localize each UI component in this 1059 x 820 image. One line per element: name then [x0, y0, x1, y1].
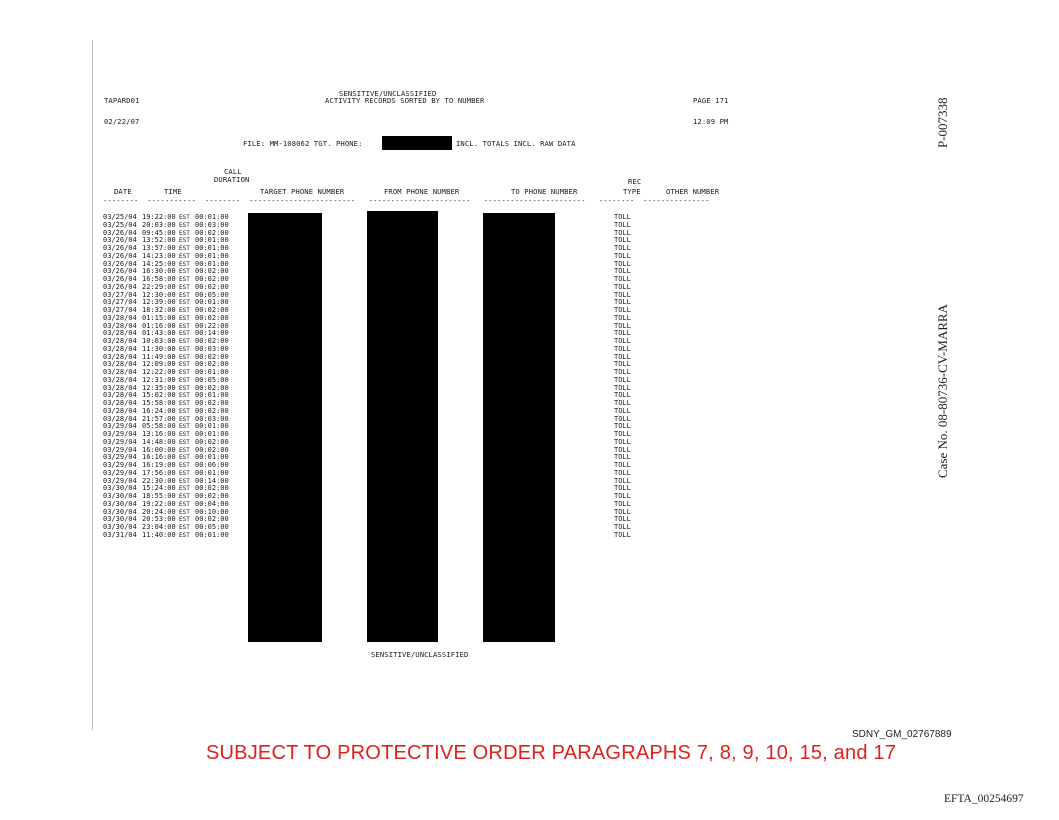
cell-duration: 00:02:00: [195, 484, 229, 493]
cell-timezone: EST: [179, 214, 190, 221]
cell-date: 03/26/04: [103, 267, 137, 276]
cell-rec-type: TOLL: [614, 267, 631, 276]
cell-timezone: EST: [179, 353, 190, 361]
cell-timezone: EST: [179, 237, 190, 245]
cell-time: 12:31:00: [142, 375, 176, 384]
cell-rec-type: TOLL: [614, 368, 631, 376]
cell-timezone: EST: [179, 392, 190, 400]
report-title: ACTIVITY RECORDS SORTED BY TO NUMBER: [325, 96, 485, 105]
cell-rec-type: TOLL: [614, 437, 631, 446]
file-line-suffix: INCL. TOTALS INCL. RAW DATA: [456, 139, 576, 148]
cell-rec-type: TOLL: [614, 282, 631, 291]
cell-duration: 00:22:00: [195, 321, 229, 330]
header-dashes: -------- ----------- -------- ------------------------ ----------------------- ----------------------- -------- ---------------: [103, 196, 710, 205]
cell-timezone: EST: [179, 291, 190, 299]
cell-duration: 00:01:00: [195, 259, 229, 268]
cell-duration: 00:06:00: [195, 461, 229, 469]
cell-duration: 00:01:00: [195, 453, 229, 462]
cell-time: 10:03:00: [142, 337, 176, 345]
col-other-number: OTHER NUMBER: [666, 187, 720, 196]
cell-timezone: EST: [179, 268, 190, 276]
cell-date: 03/28/04: [103, 313, 137, 322]
cell-duration: 00:02:00: [195, 267, 229, 276]
cell-rec-type: TOLL: [614, 275, 631, 283]
cell-date: 03/29/04: [103, 468, 137, 477]
cell-timezone: EST: [179, 400, 190, 407]
cell-rec-type: TOLL: [614, 430, 631, 438]
cell-duration: 00:14:00: [195, 476, 229, 485]
cell-date: 03/30/04: [103, 507, 137, 516]
cell-date: 03/30/04: [103, 499, 137, 508]
cell-date: 03/30/04: [103, 523, 137, 531]
cell-time: 12:35:00: [142, 383, 176, 392]
cell-duration: 00:01:00: [195, 391, 229, 400]
cell-rec-type: TOLL: [614, 445, 631, 454]
cell-time: 11:30:00: [142, 344, 176, 353]
cell-time: 16:24:00: [142, 406, 176, 415]
cell-timezone: EST: [179, 431, 190, 438]
cell-time: 22:30:00: [142, 476, 176, 485]
cell-date: 03/26/04: [103, 244, 137, 252]
cell-time: 01:43:00: [142, 329, 176, 338]
cell-rec-type: TOLL: [614, 507, 631, 516]
cell-duration: 00:02:00: [195, 492, 229, 500]
cell-rec-type: TOLL: [614, 352, 631, 361]
cell-duration: 00:01:00: [195, 236, 229, 245]
col-duration: DURATION: [214, 175, 250, 184]
cell-timezone: EST: [179, 462, 190, 469]
file-line-prefix: FILE: MM-108062 TGT. PHONE:: [243, 139, 363, 148]
cell-date: 03/26/04: [103, 259, 137, 268]
cell-duration: 00:01:00: [195, 430, 229, 438]
cell-time: 14:23:00: [142, 251, 176, 260]
cell-timezone: EST: [179, 446, 190, 454]
cell-timezone: EST: [179, 469, 190, 477]
cell-date: 03/28/04: [103, 383, 137, 392]
cell-duration: 00:02:00: [195, 360, 229, 369]
cell-timezone: EST: [179, 322, 190, 330]
cell-date: 03/26/04: [103, 251, 137, 260]
cell-date: 03/29/04: [103, 422, 137, 431]
cell-duration: 00:01:00: [195, 530, 229, 539]
cell-duration: 00:02:00: [195, 306, 229, 314]
cell-time: 20:53:00: [142, 515, 176, 524]
cell-timezone: EST: [179, 454, 190, 462]
cell-timezone: EST: [179, 338, 190, 345]
cell-date: 03/29/04: [103, 437, 137, 446]
cell-timezone: EST: [179, 516, 190, 524]
cell-time: 15:58:00: [142, 399, 176, 407]
cell-timezone: EST: [179, 299, 190, 307]
cell-timezone: EST: [179, 493, 190, 500]
header-classification: SENSITIVE/UNCLASSIFIED: [339, 89, 437, 98]
cell-timezone: EST: [179, 229, 190, 237]
cell-date: 03/28/04: [103, 329, 137, 338]
cell-time: 17:56:00: [142, 468, 176, 477]
cell-date: 03/25/04: [103, 220, 137, 229]
cell-rec-type: TOLL: [614, 453, 631, 462]
cell-date: 03/29/04: [103, 445, 137, 454]
cell-date: 03/28/04: [103, 375, 137, 384]
cell-rec-type: TOLL: [614, 213, 631, 221]
cell-duration: 00:02:00: [195, 352, 229, 361]
cell-rec-type: TOLL: [614, 399, 631, 407]
cell-timezone: EST: [179, 369, 190, 376]
cell-date: 03/25/04: [103, 213, 137, 221]
cell-time: 12:09:00: [142, 360, 176, 369]
cell-time: 15:24:00: [142, 484, 176, 493]
page-number: PAGE 171: [693, 96, 729, 105]
cell-time: 09:45:00: [142, 228, 176, 237]
cell-timezone: EST: [179, 221, 190, 229]
cell-time: 20:24:00: [142, 507, 176, 516]
cell-duration: 00:03:00: [195, 220, 229, 229]
cell-time: 15:02:00: [142, 391, 176, 400]
cell-duration: 00:03:00: [195, 414, 229, 423]
col-call: CALL: [224, 167, 242, 176]
cell-time: 01:15:00: [142, 313, 176, 322]
cell-time: 16:30:00: [142, 267, 176, 276]
cell-time: 18:55:00: [142, 492, 176, 500]
cell-timezone: EST: [179, 477, 190, 485]
cell-time: 01:16:00: [142, 321, 176, 330]
cell-duration: 00:01:00: [195, 251, 229, 260]
cell-rec-type: TOLL: [614, 313, 631, 322]
col-time: TIME: [164, 187, 182, 196]
cell-rec-type: TOLL: [614, 251, 631, 260]
cell-timezone: EST: [179, 423, 190, 431]
cell-duration: 00:02:00: [195, 437, 229, 446]
cell-timezone: EST: [179, 438, 190, 446]
cell-time: 13:52:00: [142, 236, 176, 245]
cell-date: 03/27/04: [103, 306, 137, 314]
cell-date: 03/28/04: [103, 368, 137, 376]
cell-date: 03/26/04: [103, 282, 137, 291]
cell-date: 03/27/04: [103, 298, 137, 307]
cell-date: 03/28/04: [103, 414, 137, 423]
cell-timezone: EST: [179, 500, 190, 508]
cell-date: 03/26/04: [103, 275, 137, 283]
cell-rec-type: TOLL: [614, 492, 631, 500]
cell-time: 21:57:00: [142, 414, 176, 423]
cell-date: 03/29/04: [103, 430, 137, 438]
cell-date: 03/28/04: [103, 406, 137, 415]
cell-timezone: EST: [179, 485, 190, 493]
col-type: TYPE: [623, 187, 641, 196]
cell-duration: 00:14:00: [195, 329, 229, 338]
cell-duration: 00:05:00: [195, 523, 229, 531]
cell-timezone: EST: [179, 361, 190, 369]
cell-duration: 00:05:00: [195, 290, 229, 299]
cell-time: 11:49:00: [142, 352, 176, 361]
cell-time: 19:22:00: [142, 499, 176, 508]
cell-date: 03/28/04: [103, 391, 137, 400]
cell-rec-type: TOLL: [614, 375, 631, 384]
cell-time: 12:22:00: [142, 368, 176, 376]
cell-duration: 00:04:00: [195, 499, 229, 508]
cell-duration: 00:02:00: [195, 445, 229, 454]
cell-date: 03/29/04: [103, 476, 137, 485]
sdny-stamp: SDNY_GM_02767889: [852, 729, 952, 740]
cell-date: 03/28/04: [103, 321, 137, 330]
redacted-target-phone-column: [248, 213, 322, 642]
cell-rec-type: TOLL: [614, 298, 631, 307]
col-target-phone: TARGET PHONE NUMBER: [260, 187, 345, 196]
cell-date: 03/29/04: [103, 461, 137, 469]
cell-time: 20:03:00: [142, 220, 176, 229]
bates-p-number: P-007338: [935, 97, 950, 148]
cell-timezone: EST: [179, 508, 190, 516]
cell-timezone: EST: [179, 345, 190, 353]
cell-rec-type: TOLL: [614, 344, 631, 353]
cell-time: 23:04:00: [142, 523, 176, 531]
cell-date: 03/30/04: [103, 484, 137, 493]
cell-rec-type: TOLL: [614, 306, 631, 314]
cell-rec-type: TOLL: [614, 530, 631, 539]
cell-date: 03/27/04: [103, 290, 137, 299]
cell-rec-type: TOLL: [614, 383, 631, 392]
cell-date: 03/28/04: [103, 344, 137, 353]
cell-time: 13:16:00: [142, 430, 176, 438]
cell-time: 16:16:00: [142, 453, 176, 462]
redacted-from-phone-column: [367, 211, 438, 642]
cell-rec-type: TOLL: [614, 523, 631, 531]
cell-timezone: EST: [179, 376, 190, 384]
cell-rec-type: TOLL: [614, 484, 631, 493]
cell-rec-type: TOLL: [614, 391, 631, 400]
cell-time: 11:40:00: [142, 530, 176, 539]
cell-date: 03/28/04: [103, 337, 137, 345]
cell-rec-type: TOLL: [614, 499, 631, 508]
cell-duration: 00:05:00: [195, 375, 229, 384]
cell-rec-type: TOLL: [614, 461, 631, 469]
cell-timezone: EST: [179, 245, 190, 252]
cell-duration: 00:02:00: [195, 282, 229, 291]
cell-rec-type: TOLL: [614, 244, 631, 252]
cell-time: 12:30:00: [142, 290, 176, 299]
cell-date: 03/29/04: [103, 453, 137, 462]
cell-duration: 00:02:00: [195, 337, 229, 345]
cell-duration: 00:01:00: [195, 368, 229, 376]
cell-duration: 00:01:00: [195, 213, 229, 221]
cell-rec-type: TOLL: [614, 360, 631, 369]
cell-time: 22:29:00: [142, 282, 176, 291]
cell-duration: 00:01:00: [195, 244, 229, 252]
col-from-phone: FROM PHONE NUMBER: [384, 187, 460, 196]
redacted-target-phone: [382, 136, 452, 150]
cell-time: 16:19:00: [142, 461, 176, 469]
cell-timezone: EST: [179, 524, 190, 531]
report-date: 02/22/07: [104, 117, 140, 126]
cell-time: 12:39:00: [142, 298, 176, 307]
protective-order-notice: SUBJECT TO PROTECTIVE ORDER PARAGRAPHS 7, 8, 9, 10, 15, and 17: [206, 742, 897, 764]
cell-timezone: EST: [179, 276, 190, 283]
cell-duration: 00:02:00: [195, 515, 229, 524]
cell-time: 05:58:00: [142, 422, 176, 431]
cell-rec-type: TOLL: [614, 468, 631, 477]
cell-rec-type: TOLL: [614, 414, 631, 423]
cell-rec-type: TOLL: [614, 236, 631, 245]
cell-rec-type: TOLL: [614, 476, 631, 485]
cell-rec-type: TOLL: [614, 220, 631, 229]
cell-date: 03/30/04: [103, 515, 137, 524]
cell-duration: 00:02:00: [195, 275, 229, 283]
cell-date: 03/26/04: [103, 228, 137, 237]
cell-duration: 00:01:00: [195, 422, 229, 431]
cell-timezone: EST: [179, 283, 190, 291]
cell-rec-type: TOLL: [614, 259, 631, 268]
cell-duration: 00:03:00: [195, 344, 229, 353]
page-margin-line: [92, 40, 93, 730]
cell-date: 03/28/04: [103, 352, 137, 361]
cell-duration: 00:02:00: [195, 406, 229, 415]
efta-stamp: EFTA_00254697: [944, 793, 1024, 805]
col-to-phone: TO PHONE NUMBER: [511, 187, 578, 196]
cell-duration: 00:02:00: [195, 383, 229, 392]
cell-duration: 00:02:00: [195, 399, 229, 407]
cell-duration: 00:01:00: [195, 468, 229, 477]
cell-time: 16:00:00: [142, 445, 176, 454]
cell-rec-type: TOLL: [614, 290, 631, 299]
cell-date: 03/28/04: [103, 360, 137, 369]
report-id: TAPARD01: [104, 96, 140, 105]
col-rec: REC: [628, 177, 642, 186]
redacted-to-phone-column: [483, 213, 555, 642]
cell-rec-type: TOLL: [614, 422, 631, 431]
cell-time: 19:22:00: [142, 213, 176, 221]
cell-duration: 00:02:00: [195, 228, 229, 237]
cell-duration: 00:10:00: [195, 507, 229, 516]
cell-time: 16:58:00: [142, 275, 176, 283]
cell-timezone: EST: [179, 307, 190, 314]
cell-time: 13:57:00: [142, 244, 176, 252]
cell-timezone: EST: [179, 407, 190, 415]
cell-timezone: EST: [179, 531, 190, 539]
case-number: Case No. 08-80736-CV-MARRA: [935, 304, 950, 478]
cell-time: 14:25:00: [142, 259, 176, 268]
cell-date: 03/26/04: [103, 236, 137, 245]
cell-time: 18:32:00: [142, 306, 176, 314]
cell-timezone: EST: [179, 384, 190, 392]
cell-date: 03/28/04: [103, 399, 137, 407]
cell-rec-type: TOLL: [614, 329, 631, 338]
col-date: DATE: [114, 187, 132, 196]
cell-timezone: EST: [179, 415, 190, 423]
cell-duration: 00:01:00: [195, 298, 229, 307]
cell-date: 03/31/04: [103, 530, 137, 539]
cell-timezone: EST: [179, 260, 190, 268]
footer-classification: SENSITIVE/UNCLASSIFIED: [371, 650, 469, 659]
cell-timezone: EST: [179, 330, 190, 338]
cell-timezone: EST: [179, 314, 190, 322]
cell-time: 14:48:00: [142, 437, 176, 446]
cell-timezone: EST: [179, 252, 190, 260]
cell-date: 03/30/04: [103, 492, 137, 500]
report-time: 12:09 PM: [693, 117, 729, 126]
cell-rec-type: TOLL: [614, 515, 631, 524]
cell-rec-type: TOLL: [614, 321, 631, 330]
cell-duration: 00:02:00: [195, 313, 229, 322]
cell-rec-type: TOLL: [614, 337, 631, 345]
cell-rec-type: TOLL: [614, 406, 631, 415]
cell-rec-type: TOLL: [614, 228, 631, 237]
